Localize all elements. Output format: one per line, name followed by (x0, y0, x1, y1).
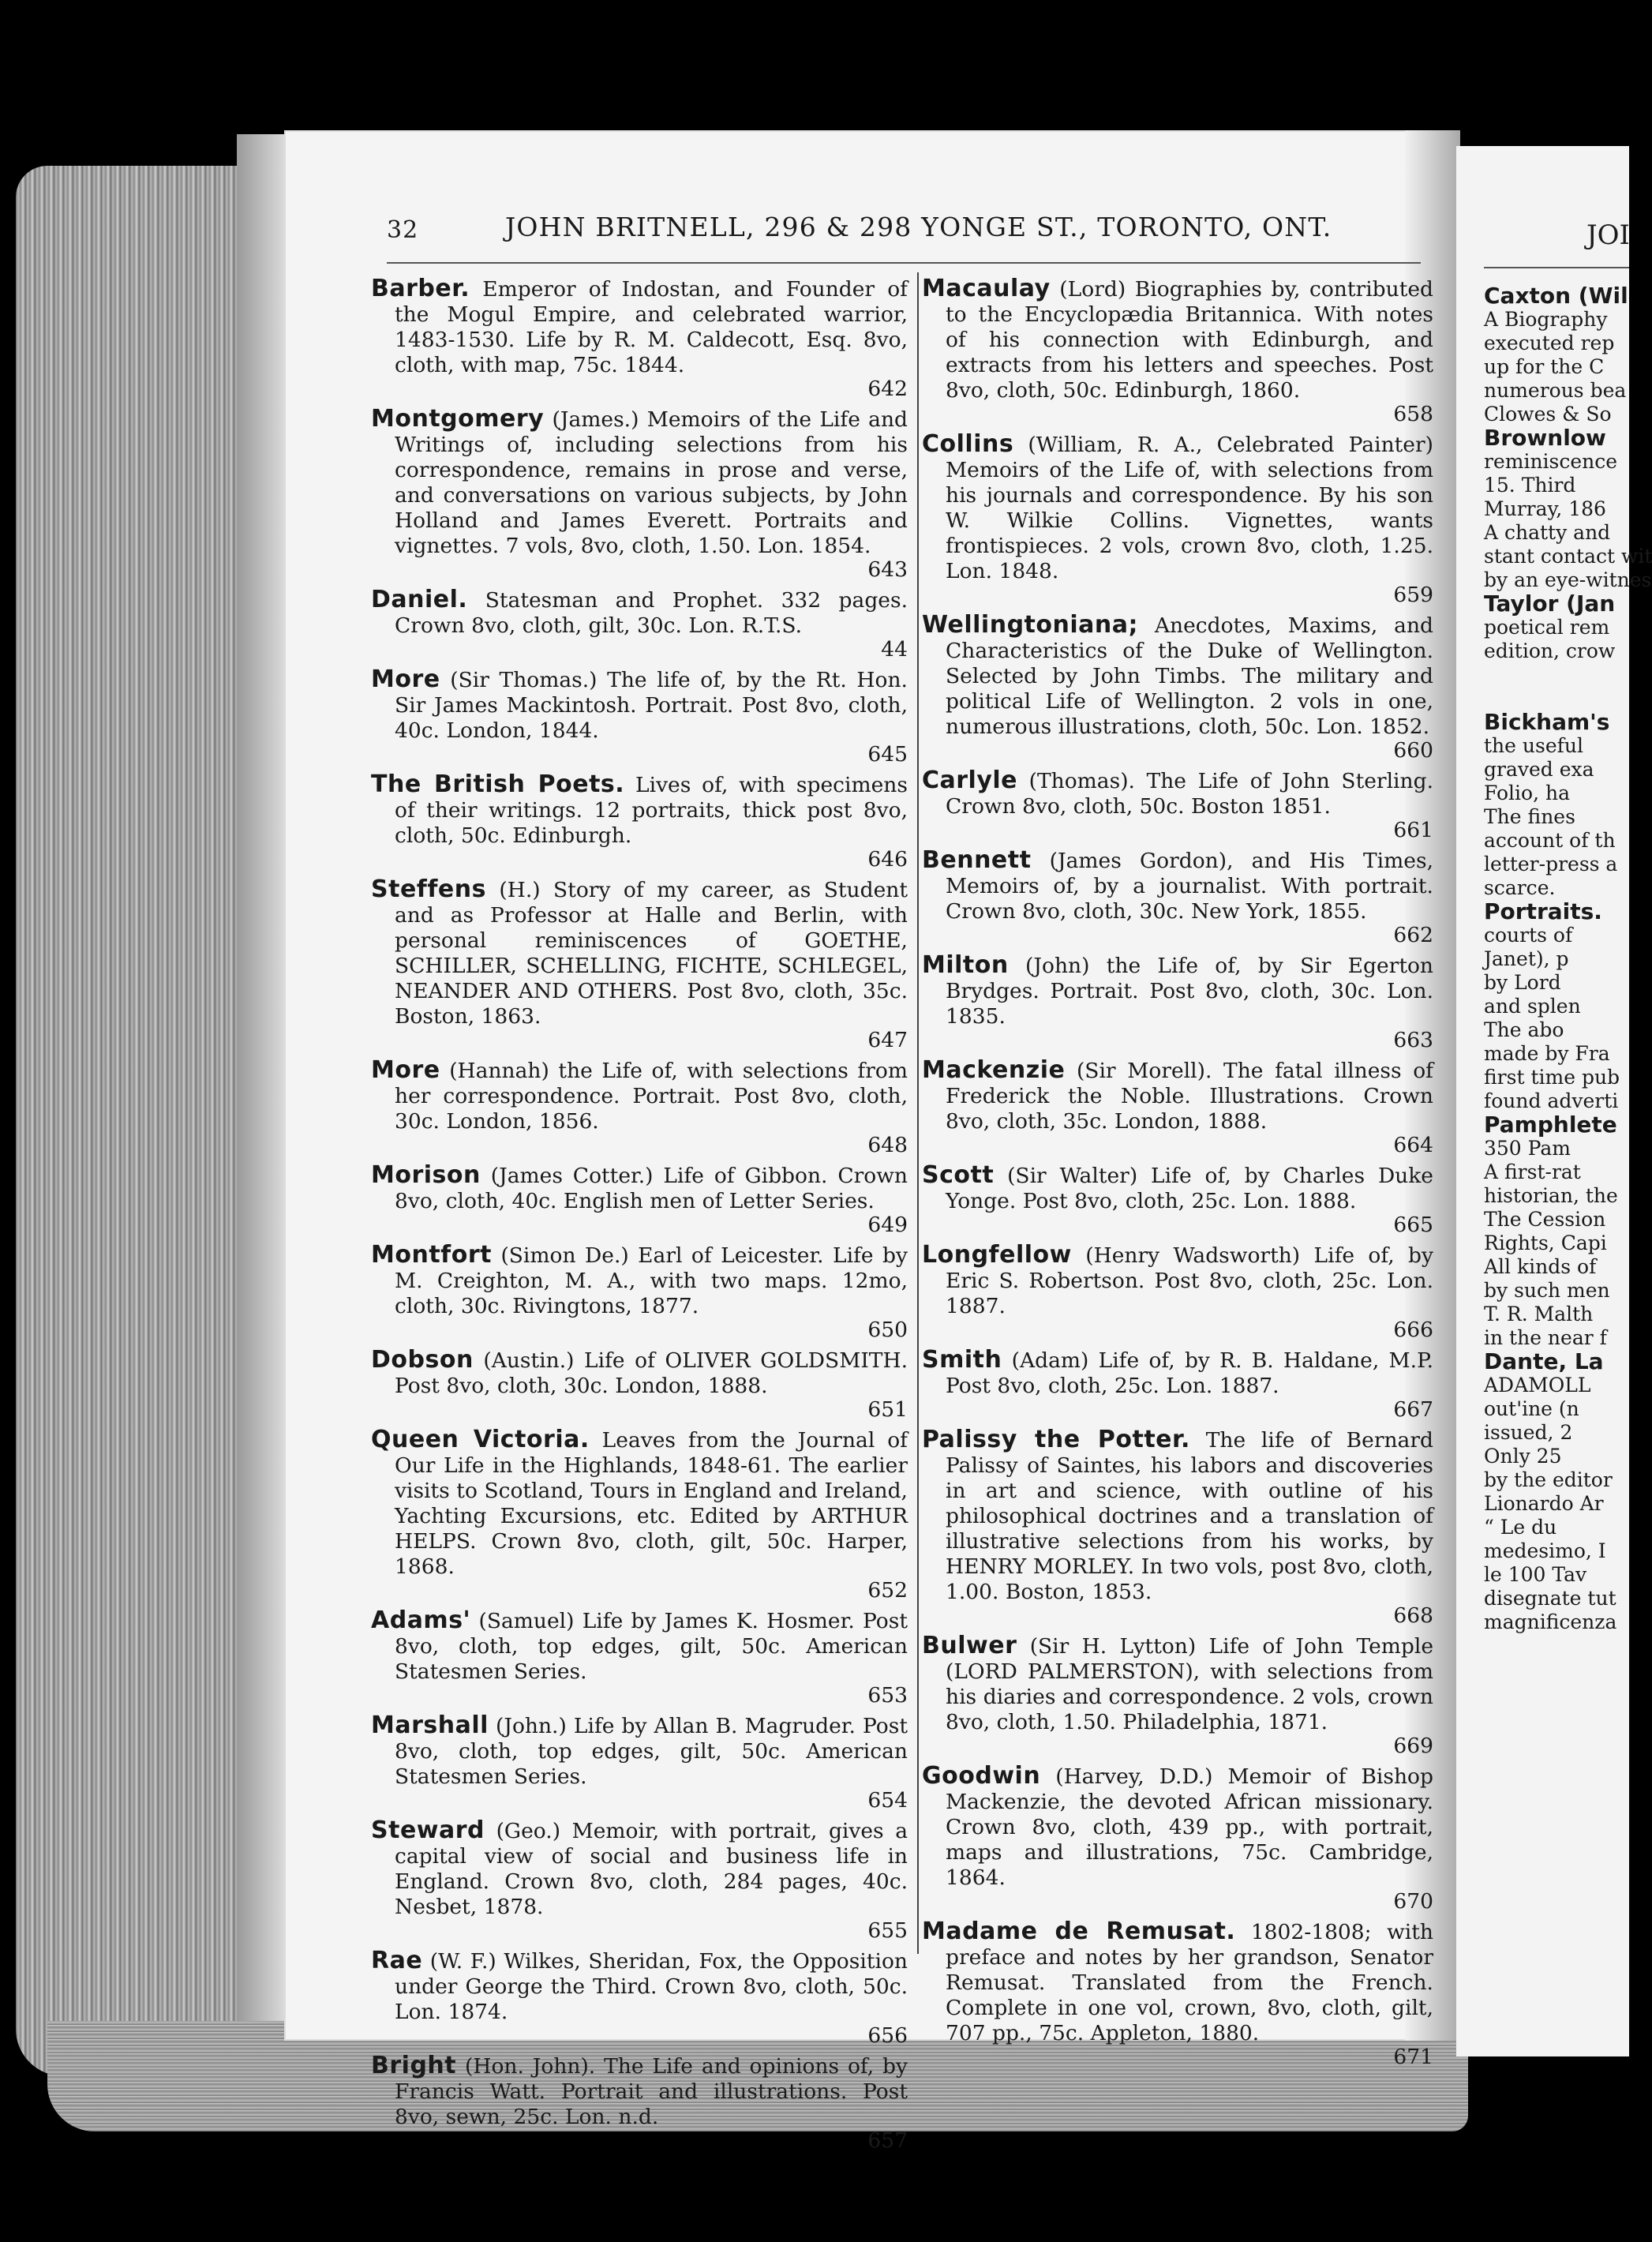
column-divider (917, 272, 919, 1954)
next-page-line: magnificenza (1484, 1610, 1617, 1633)
entry-heading: Carlyle (922, 767, 1018, 794)
next-page-line: poetical rem (1484, 616, 1610, 639)
next-page-header-rule (1484, 267, 1629, 268)
entry-text: (Hannah) the Life of, with selections from her correspondence. Portrait. Post 8vo, cloth, 30c. London, 1856. (395, 1059, 908, 1134)
entry-heading: Dobson (371, 1346, 474, 1374)
next-page-line: by such men (1484, 1279, 1610, 1302)
next-page-line: Murray, 186 (1484, 497, 1606, 520)
entry-text: (Sir Thomas.) The life of, by the Rt. Hon. Sir James Mackintosh. Portrait. Post 8vo, cloth, 40c. London, 1844. (395, 668, 908, 743)
entry-heading: Morison (371, 1161, 481, 1189)
page-number: 32 (387, 216, 419, 244)
catalog-entry (371, 1243, 908, 1343)
entry-number: 660 (1393, 738, 1433, 763)
next-page-line: graved exa (1484, 758, 1594, 781)
entry-text: Anecdotes, Maxims, and Characteristics of the Duke of Wellington. Selected by John Timbs. The military and political Life of Wellington. 2 vols in one, numerous illustrations, cloth, 50c. Lon. 1852. (946, 613, 1433, 739)
catalog-entry (922, 1919, 1433, 2070)
catalog-entry (922, 276, 1433, 427)
spacer (1484, 687, 1642, 710)
entry-heading: Bulwer (922, 1632, 1017, 1659)
entry-number: 670 (1393, 1889, 1433, 1914)
next-page-line: Lionardo Ar (1484, 1492, 1604, 1515)
entry-text: (H.) Story of my career, as Student and as Professor at Halle and Berlin, with personal reminiscences of GOETHE, SCHILLER, SCHELLING, FICHTE, SCHLEGEL, NEANDER AND OTHERS. Post 8vo, cloth, 35c. Boston, 1863. (395, 878, 908, 1029)
catalog-entry (371, 407, 908, 583)
catalog-entry (371, 667, 908, 767)
next-page-heading: Dante, La (1484, 1348, 1604, 1374)
catalog-entry (922, 1243, 1433, 1343)
entry-number: 650 (867, 1318, 908, 1342)
next-page-line: Janet), p (1484, 947, 1569, 970)
entry-text: (Sir H. Lytton) Life of John Temple (LORD PALMERSTON), with selections from his diaries and correspondence. 2 vols, crown 8vo, cloth, 1.50. Philadelphia, 1871. (946, 1634, 1433, 1734)
next-page-line: The Cession (1484, 1208, 1606, 1231)
entry-text: (Harvey, D.D.) Memoir of Bishop Mackenzie, the devoted African missionary. Crown 8vo, cloth, 439 pp., with portrait, maps and illustrations, 75c. Cambridge, 1864. (946, 1764, 1433, 1890)
entry-number: 44 (881, 637, 908, 662)
entry-heading: Barber. (371, 275, 470, 302)
next-page-line: letter-press a (1484, 853, 1618, 875)
catalog-entry (371, 587, 908, 662)
next-page-line: The fines (1484, 805, 1575, 828)
catalog-entry (371, 1163, 908, 1238)
catalog-entry (922, 1348, 1433, 1423)
entry-text: Lives of, with specimens of their writings. 12 portraits, thick post 8vo, cloth, 50c. Edinburgh. (395, 773, 908, 848)
page-title: JOHN BRITNELL, 296 & 298 YONGE ST., TORONTO, ONT. (505, 212, 1332, 242)
entry-number: 653 (867, 1683, 908, 1708)
next-page-line: by the editor (1484, 1468, 1613, 1491)
catalog-entry (922, 1058, 1433, 1158)
header-rule (387, 262, 1421, 264)
entry-heading: Goodwin (922, 1762, 1041, 1790)
next-page-line: All kinds of (1484, 1255, 1597, 1278)
next-page-line: and splen (1484, 995, 1581, 1018)
entry-number: 656 (867, 2023, 908, 2048)
entry-text: (Lord) Biographies by, contributed to the Encyclopædia Britannica. With notes of his connection with Edinburgh, and extracts from his letters and speeches. Post 8vo, cloth, 50c. Edinburgh, 1860. (946, 277, 1433, 403)
entry-heading: Steffens (371, 875, 486, 903)
next-page-line: 15. Third (1484, 474, 1576, 497)
next-page-heading: Portraits. (1484, 898, 1602, 924)
entry-number: 661 (1393, 818, 1433, 842)
entry-text: (Samuel) Life by James K. Hosmer. Post 8vo, cloth, top edges, gilt, 50c. American Statesmen Series. (395, 1609, 908, 1684)
spacer (1484, 663, 1642, 687)
entry-number: 654 (867, 1788, 908, 1813)
entry-number: 655 (867, 1918, 908, 1943)
next-page-line: courts of (1484, 924, 1573, 947)
entry-heading: Bright (371, 2052, 457, 2079)
next-page-line: edition, crow (1484, 639, 1616, 662)
next-page-line: A first-rat (1484, 1160, 1581, 1183)
entry-heading: Milton (922, 951, 1009, 979)
catalog-entry (922, 1163, 1433, 1238)
entry-number: 665 (1393, 1213, 1433, 1237)
next-page-heading: Taylor (Jan (1484, 590, 1616, 617)
next-page-line: executed rep (1484, 332, 1615, 354)
entry-number: 647 (867, 1028, 908, 1052)
next-page-heading: Pamphlete (1484, 1112, 1617, 1138)
right-column (922, 276, 1433, 2075)
entry-heading: More (371, 1056, 440, 1084)
catalog-entry (371, 1713, 908, 1813)
entry-number: 645 (867, 742, 908, 767)
next-page-header: JOI (1586, 219, 1630, 251)
entry-number: 668 (1393, 1603, 1433, 1628)
entry-text: (Hon. John). The Life and opinions of, by Francis Watt. Portrait and illustrations. Post 8vo, sewn, 25c. Lon. n.d. (395, 2054, 908, 2129)
next-page-line: account of th (1484, 829, 1616, 852)
catalog-entry (371, 772, 908, 872)
entry-text: (Henry Wadsworth) Life of, by Eric S. Robertson. Post 8vo, cloth, 25c. Lon. 1887. (946, 1243, 1433, 1318)
entry-heading: Longfellow (922, 1241, 1072, 1269)
entry-heading: Mackenzie (922, 1056, 1066, 1084)
catalog-entry (371, 877, 908, 1053)
catalog-entry (922, 1633, 1433, 1759)
catalog-entry (371, 1608, 908, 1708)
page-header (379, 212, 1429, 251)
entry-heading: Adams' (371, 1607, 471, 1634)
entry-heading: Steward (371, 1816, 485, 1844)
entry-heading: Scott (922, 1161, 995, 1189)
entry-number: 651 (867, 1397, 908, 1422)
next-page-line: stant contact wit (1484, 545, 1652, 568)
entry-text: (Sir Walter) Life of, by Charles Duke Yonge. Post 8vo, cloth, 25c. Lon. 1888. (946, 1164, 1433, 1213)
next-page-heading: Brownlow (1484, 425, 1606, 451)
next-page-line: Rights, Capi (1484, 1232, 1607, 1254)
entry-heading: Montgomery (371, 405, 545, 433)
next-page-column (1484, 283, 1652, 1634)
entry-text: (Geo.) Memoir, with portrait, gives a capital view of social and business life in England. Crown 8vo, cloth, 284 pages, 40c. Nesbet, 1878. (395, 1819, 908, 1919)
next-page-line: found adverti (1484, 1089, 1619, 1112)
entry-number: 669 (1393, 1734, 1433, 1758)
next-page-line: disegnate tut (1484, 1587, 1616, 1610)
catalog-entry (922, 848, 1433, 948)
catalog-entry (922, 953, 1433, 1053)
catalog-entry (371, 2053, 908, 2154)
catalog-entry (922, 613, 1433, 763)
entry-heading: Bennett (922, 846, 1032, 874)
next-page-line: in the near f (1484, 1326, 1607, 1349)
entry-text: (John.) Life by Allan B. Magruder. Post 8vo, cloth, top edges, gilt, 50c. American Statesmen Series. (395, 1714, 908, 1789)
next-page-line: made by Fra (1484, 1042, 1610, 1065)
entry-heading: Smith (922, 1346, 1002, 1374)
entry-number: 643 (867, 557, 908, 582)
next-page-line: le 100 Tav (1484, 1563, 1587, 1586)
catalog-entry (371, 1948, 908, 2049)
entry-number: 664 (1393, 1133, 1433, 1157)
catalog-entry (922, 432, 1433, 608)
next-page-line: up for the C (1484, 355, 1605, 378)
catalog-entry (922, 768, 1433, 843)
next-page-line: “ Le du (1484, 1516, 1557, 1539)
next-page-line: scarce. (1484, 876, 1556, 899)
entry-number: 667 (1393, 1397, 1433, 1422)
entry-text: (Simon De.) Earl of Leicester. Life by M. Creighton, M. A., with two maps. 12mo, cloth, 30c. Rivingtons, 1877. (395, 1243, 908, 1318)
next-page-line: the useful (1484, 734, 1583, 757)
next-page-line: numerous bea (1484, 379, 1627, 402)
next-page-line: medesimo, I (1484, 1539, 1606, 1562)
entry-number: 662 (1393, 923, 1433, 947)
next-page-line: by Lord (1484, 971, 1561, 994)
entry-text: (John) the Life of, by Sir Egerton Brydges. Portrait. Post 8vo, cloth, 30c. Lon. 1835. (946, 954, 1433, 1029)
entry-text: Emperor of Indostan, and Founder of the Mogul Empire, and celebrated warrior, 1483-1530. Life by R. M. Caldecott, Esq. 8vo, cloth, with map, 75c. 1844. (395, 277, 908, 377)
next-page-line: ADAMOLL (1484, 1374, 1591, 1397)
entry-text: (James Gordon), and His Times, Memoirs of, by a journalist. With portrait. Crown 8vo, cloth, 30c. New York, 1855. (946, 849, 1433, 924)
next-page-line: Only 25 (1484, 1445, 1562, 1468)
catalog-entry (371, 276, 908, 402)
catalog-entry (371, 1818, 908, 1944)
entry-text: 1802-1808; with preface and notes by her grandson, Senator Remusat. Translated from the French. Complete in one vol, crown, 8vo, cloth, gilt, 707 pp., 75c. Appleton, 1880. (946, 1920, 1433, 2045)
entry-heading: Queen Victoria. (371, 1426, 590, 1453)
entry-text: (James.) Memoirs of the Life and Writings of, including selections from his correspondence, remains in prose and verse, and conversations on various subjects, by John Holland and James Everett. Portraits and vignettes. 7 vols, 8vo, cloth, 1.50. Lon. 1854. (395, 407, 908, 558)
entry-number: 666 (1393, 1318, 1433, 1342)
next-page-line: first time pub (1484, 1066, 1620, 1089)
entry-heading: Madame de Remusat. (922, 1918, 1236, 1945)
entry-heading: Montfort (371, 1241, 492, 1269)
entry-number: 642 (867, 377, 908, 401)
entry-number: 658 (1393, 402, 1433, 426)
entry-number: 671 (1393, 2045, 1433, 2069)
entry-text: Leaves from the Journal of Our Life in the Highlands, 1848-61. The earlier visits to Scotland, Tours in England and Ireland, Yachting Excursions, etc. Edited by ARTHUR HELPS. Crown 8vo, cloth, gilt, 50c. Harper, 1868. (395, 1428, 908, 1579)
catalog-entry (922, 1427, 1433, 1629)
entry-text: (William, R. A., Celebrated Painter) Memoirs of the Life of, with selections from his journals and correspondence. By his son W. Wilkie Collins. Vignettes, wants frontispieces. 2 vols, crown 8vo, cloth, 1.25. Lon. 1848. (946, 433, 1433, 583)
catalog-entry (371, 1348, 908, 1423)
next-page-line: out'ine (n (1484, 1397, 1579, 1420)
entry-heading: More (371, 665, 440, 693)
entry-text: The life of Bernard Palissy of Saintes, his labors and discoveries in art and science, with outline of his philosophical doctrines and a translation of illustrative selections from his works, by HENRY MORLEY. In two vols, post 8vo, cloth, 1.00. Boston, 1853. (946, 1428, 1433, 1604)
next-page-heading: Bickham's (1484, 709, 1610, 735)
entry-number: 663 (1393, 1028, 1433, 1052)
entry-text: (Sir Morell). The fatal illness of Frederick the Noble. Illustrations. Crown 8vo, cloth, 35c. London, 1888. (946, 1059, 1433, 1134)
left-column (371, 276, 908, 2158)
next-page-line: A chatty and (1484, 521, 1611, 544)
next-page-heading: Caxton (Wil (1484, 283, 1628, 309)
entry-number: 659 (1393, 583, 1433, 607)
entry-text: (W. F.) Wilkes, Sheridan, Fox, the Opposition under George the Third. Crown 8vo, cloth, 50c. Lon. 1874. (395, 1949, 908, 2024)
catalog-entry (922, 1764, 1433, 1914)
entry-number: 646 (867, 847, 908, 872)
entry-heading: Collins (922, 430, 1014, 458)
next-page-line: reminiscence (1484, 450, 1618, 473)
entry-number: 649 (867, 1213, 908, 1237)
entry-text: (Adam) Life of, by R. B. Haldane, M.P. Post 8vo, cloth, 25c. Lon. 1887. (946, 1348, 1433, 1398)
next-page-line: Folio, ha (1484, 782, 1570, 804)
entry-text: (Austin.) Life of OLIVER GOLDSMITH. Post 8vo, cloth, 30c. London, 1888. (395, 1348, 908, 1398)
entry-text: (James Cotter.) Life of Gibbon. Crown 8vo, cloth, 40c. English men of Letter Series. (395, 1164, 908, 1213)
entry-text: Statesman and Prophet. 332 pages. Crown 8vo, cloth, gilt, 30c. Lon. R.T.S. (395, 588, 908, 638)
entry-number: 657 (867, 2128, 908, 2153)
entry-heading: Rae (371, 1947, 423, 1974)
entry-heading: Palissy the Potter. (922, 1426, 1190, 1453)
entry-number: 648 (867, 1133, 908, 1157)
entry-heading: Macaulay (922, 275, 1051, 302)
catalog-entry (371, 1058, 908, 1158)
entry-heading: The British Poets. (371, 770, 625, 798)
next-page-line: 350 Pam (1484, 1137, 1571, 1160)
next-page-line: historian, the (1484, 1184, 1618, 1207)
next-page-line: A Biography (1484, 308, 1608, 331)
catalog-entry (371, 1427, 908, 1603)
next-page-line: Clowes & So (1484, 403, 1612, 426)
entry-heading: Daniel. (371, 586, 468, 613)
entry-heading: Marshall (371, 1711, 489, 1739)
entry-number: 652 (867, 1578, 908, 1603)
next-page-line: T. R. Malth (1484, 1303, 1594, 1325)
entry-text: (Thomas). The Life of John Sterling. Crown 8vo, cloth, 50c. Boston 1851. (946, 769, 1433, 819)
next-page-line: by an eye-witnes (1484, 568, 1652, 591)
next-page-line: The abo (1484, 1018, 1564, 1041)
entry-heading: Wellingtoniana; (922, 611, 1138, 639)
next-page-line: issued, 2 (1484, 1421, 1573, 1444)
